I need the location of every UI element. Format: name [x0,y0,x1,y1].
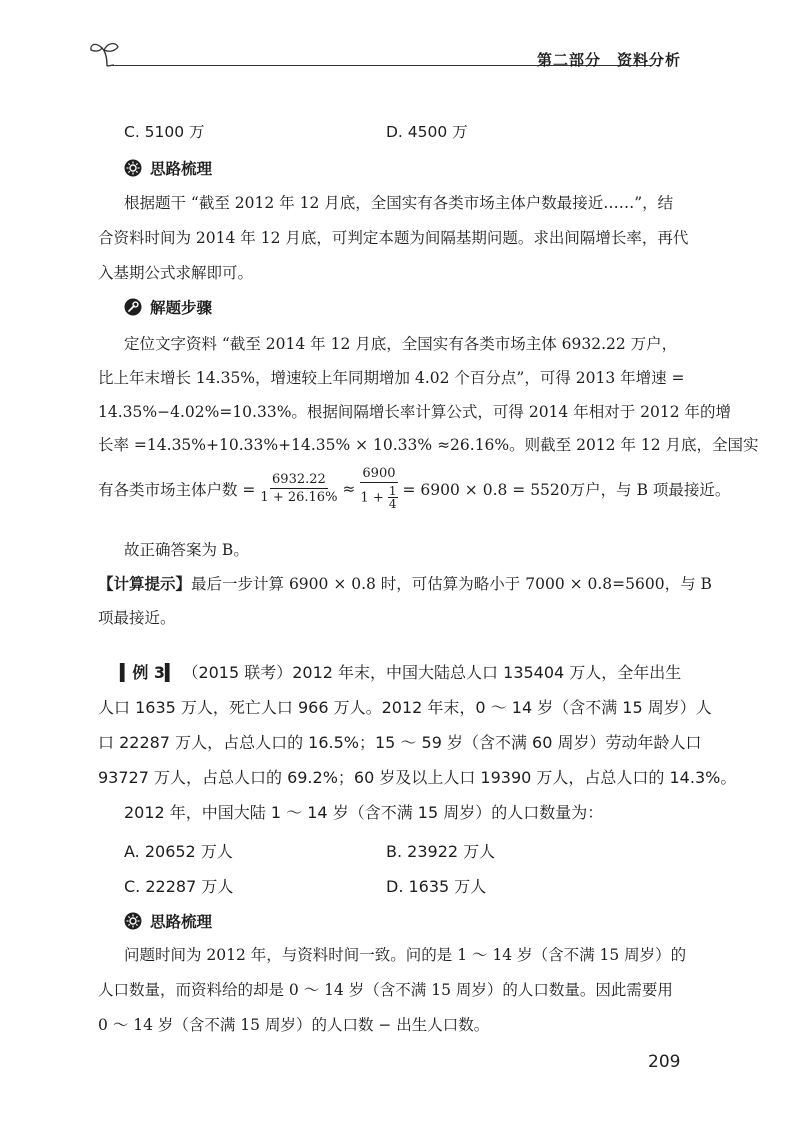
example-line: 93727 万人，占总人口的 69.2%；60 岁及以上人口 19390 万人，占总人口的 14.3%。 [98,768,737,787]
text-line: 人口数量，而资料给的却是 0 ～ 14 岁（含不满 15 周岁）的人口数量。因此需要用 [98,981,673,999]
fraction [258,473,339,506]
heading-label: 解题步骤 [150,299,213,317]
nested-fraction [388,485,398,511]
example-question: 2012 年，中国大陆 1 ～ 14 岁（含不满 15 周岁）的人口数量为： [124,803,604,822]
text-line: 长率 =14.35%+10.33%+14.35% × 10.33% ≈26.16%。则截至 2012 年 12 月底，全国实 [98,436,759,454]
text-line: 入基期公式求解即可。 [98,264,254,282]
text-line: 问题时间为 2012 年，与资料时间一致。问的是 1 ～ 14 岁（含不满 15 周岁）的 [124,946,687,964]
denominator-text: 1 + [360,490,384,506]
option-b: B. 23922 万人 [386,842,496,861]
sun-icon [124,159,142,177]
example-line: 口 22287 万人，占总人口的 16.5%；15 ～ 59 岁（含不满 60 周岁）劳动年龄人口 [98,733,702,752]
text-line: 比上年末增长 14.35%，增速较上年同期增加 4.02 个百分点”，可得 2013 年增速 = [98,369,685,387]
denominator: 1 + 26.16% [260,490,338,505]
example-tag: ▍例 3▍ [120,663,178,682]
example-text: （2015 联考）2012 年末，中国大陆总人口 135404 万人，全年出生 [182,663,682,682]
steps-heading [124,296,212,318]
text-line: 定位文字资料 “截至 2014 年 12 月底，全国实有各类市场主体 6932.22 万户， [124,335,678,353]
numerator: 6932.22 [270,473,328,489]
text-line: 0 ～ 14 岁（含不满 15 周岁）的人口数 − 出生人口数。 [98,1016,490,1034]
fraction [358,467,399,511]
text-line: 14.35%−4.02%=10.33%。根据间隔增长率计算公式，可得 2014 年相对于 2012 年的增 [98,403,732,421]
example-line [120,660,681,683]
heading-label: 思路梳理 [150,160,213,178]
numerator: 6900 [360,467,397,483]
thinking-heading [124,910,212,932]
tip-line [98,572,712,594]
denominator [358,483,399,511]
option-d: D. 1635 万人 [386,877,487,896]
nested-numerator: 1 [388,484,397,499]
sun-icon [124,912,142,930]
option-d-prev: D. 4500 万 [386,123,468,141]
nested-denominator: 4 [388,497,397,512]
heading-label: 思路梳理 [150,913,213,931]
option-c: C. 22287 万人 [124,877,234,896]
section-title: 第二部分 资料分析 [537,51,682,69]
approx-sign: ≈ [342,480,356,498]
tip-label: 【计算提示】 [98,575,192,593]
option-c-prev: C. 5100 万 [124,123,205,141]
conclusion: 故正确答案为 B。 [124,541,249,559]
tip-text: 最后一步计算 6900 × 0.8 时，可估算为略小于 7000 × 0.8=5600，与 B [191,575,712,593]
page-number: 209 [648,1052,681,1072]
sprout-icon [88,38,126,68]
formula-prefix: 有各类市场主体户数 = [98,481,256,499]
text-line: 合资料时间为 2014 年 12 月底，可判定本题为间隔基期问题。求出间隔增长率，再代 [98,229,689,247]
formula [98,466,730,512]
text-line: 根据题干 “截至 2012 年 12 月底，全国实有各类市场主体户数最接近……”，结 [124,194,674,212]
example-tag-label: 例 3 [132,663,166,682]
thinking-heading [124,157,212,179]
option-a: A. 20652 万人 [124,842,233,861]
wrench-icon [124,298,142,316]
text-line: 项最接近。 [98,609,176,627]
example-line: 人口 1635 万人，死亡人口 966 万人。2012 年末，0 ～ 14 岁（含不满 15 周岁）人 [98,698,712,717]
formula-suffix: = 6900 × 0.8 = 5520万户，与 B 项最接近。 [402,481,731,499]
